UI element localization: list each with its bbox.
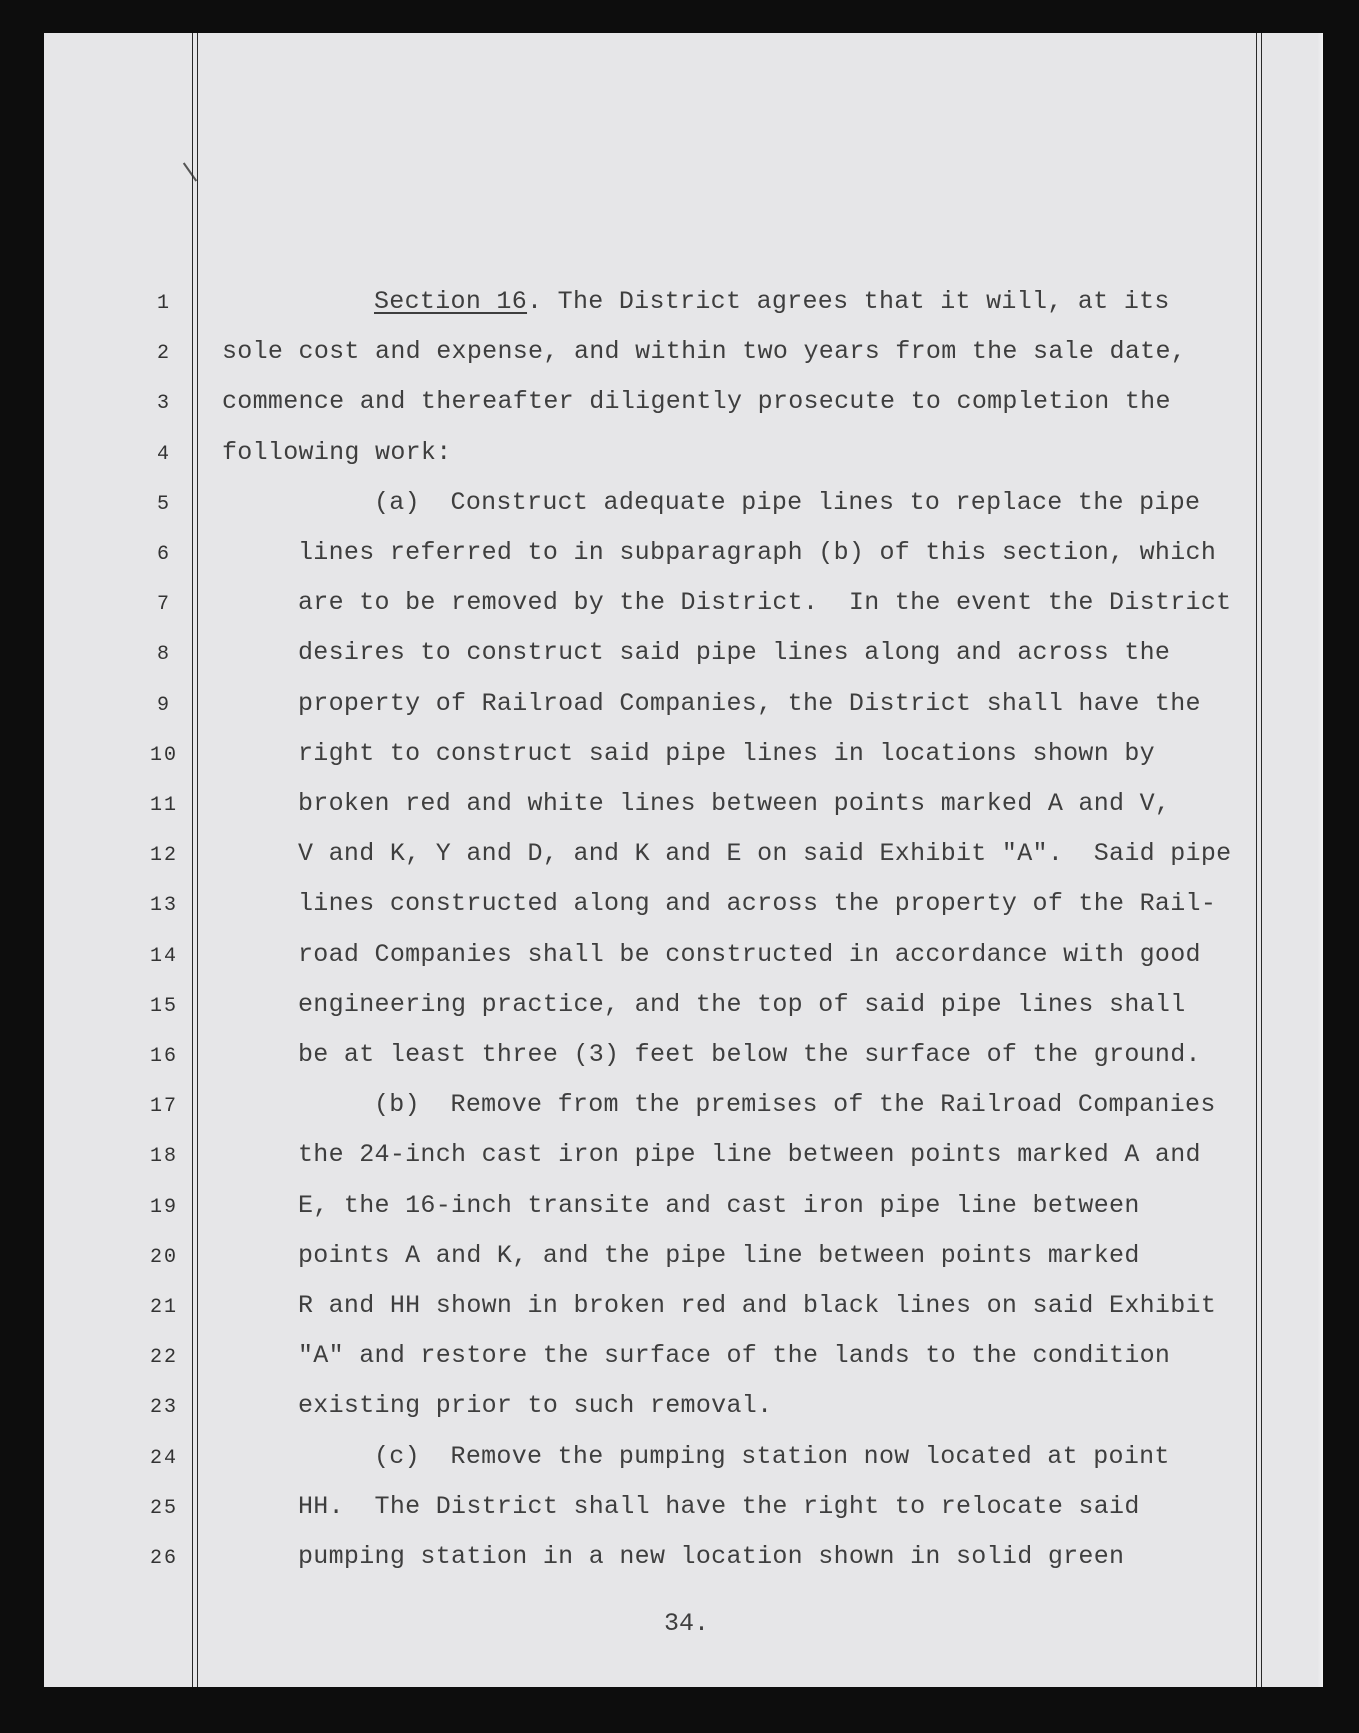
body-line-18: the 24-inch cast iron pipe line between points marked A and [298, 1140, 1201, 1170]
line-number: 16 [149, 1045, 178, 1068]
body-line-23: existing prior to such removal. [298, 1391, 773, 1421]
line-number: 25 [149, 1496, 178, 1520]
body-line-7: are to be removed by the District. In the event the District [298, 588, 1232, 618]
body-line-9: property of Railroad Companies, the District shall have the [298, 688, 1201, 718]
line-number: 9 [156, 693, 171, 717]
line-number: 10 [149, 743, 178, 767]
line-number: 1 [156, 292, 171, 315]
body-line-8: desires to construct said pipe lines along and across the [298, 638, 1171, 668]
line-number: 8 [156, 643, 171, 667]
body-line-19: E, the 16-inch transite and cast iron pipe line between [298, 1190, 1140, 1220]
body-line-14: road Companies shall be constructed in accordance with good [298, 939, 1201, 969]
body-line-17: (b) Remove from the premises of the Railroad Companies [374, 1090, 1216, 1120]
line-number: 26 [149, 1547, 178, 1570]
line-number: 5 [156, 492, 171, 516]
body-line-11: broken red and white lines between points marked A and V, [298, 789, 1171, 818]
line-number: 20 [149, 1245, 178, 1269]
left-margin-rule [197, 33, 198, 1687]
body-line-21: R and HH shown in broken red and black lines on said Exhibit [298, 1291, 1217, 1320]
right-margin-rule [1256, 33, 1257, 1687]
body-line-15: engineering practice, and the top of said pipe lines shall [298, 989, 1186, 1019]
body-line-20: points A and K, and the pipe line between points marked [298, 1240, 1140, 1270]
section-heading: Section 16 [374, 287, 528, 316]
line-number: 22 [149, 1346, 178, 1370]
line-text: . The District agrees that it will, at its [527, 287, 1170, 316]
body-line-6: lines referred to in subparagraph (b) of this section, which [298, 538, 1217, 567]
line-number: 24 [149, 1446, 178, 1470]
document-page [44, 33, 1323, 1687]
body-line-1 [374, 287, 1170, 316]
line-number: 3 [156, 392, 171, 416]
line-number: 6 [156, 543, 171, 566]
line-number: 18 [149, 1145, 178, 1169]
right-margin-rule [1261, 33, 1262, 1687]
pen-tick-mark [183, 162, 197, 181]
body-line-10: right to construct said pipe lines in locations shown by [298, 738, 1155, 768]
line-number: 13 [149, 894, 178, 918]
body-line-4: following work: [222, 437, 452, 467]
body-line-24: (c) Remove the pumping station now located at point [374, 1441, 1170, 1471]
body-line-26: pumping station in a new location shown in solid green [298, 1542, 1125, 1571]
line-number: 21 [149, 1296, 178, 1319]
line-number: 14 [149, 944, 178, 968]
body-line-2: sole cost and expense, and within two years from the sale date, [222, 337, 1187, 367]
line-number: 4 [156, 442, 171, 466]
body-line-16: be at least three (3) feet below the surface of the ground. [298, 1040, 1201, 1069]
page-number: 34. [664, 1609, 710, 1638]
line-number: 7 [156, 593, 171, 617]
body-line-3: commence and thereafter diligently prosecute to completion the [222, 387, 1171, 417]
line-number: 11 [149, 794, 178, 817]
line-number: 15 [149, 994, 178, 1018]
body-line-13: lines constructed along and across the property of the Rail- [298, 889, 1217, 919]
body-line-25: HH. The District shall have the right to relocate said [298, 1491, 1140, 1521]
body-line-12: V and K, Y and D, and K and E on said Exhibit "A". Said pipe [298, 839, 1232, 869]
line-number: 17 [149, 1095, 178, 1119]
line-number: 23 [149, 1396, 178, 1420]
line-number: 2 [156, 342, 171, 366]
line-number: 19 [149, 1195, 178, 1219]
body-line-5: (a) Construct adequate pipe lines to replace the pipe [374, 487, 1201, 517]
line-number: 12 [149, 844, 178, 868]
left-margin-rule [192, 33, 193, 1687]
body-line-22: "A" and restore the surface of the lands to the condition [298, 1341, 1171, 1371]
